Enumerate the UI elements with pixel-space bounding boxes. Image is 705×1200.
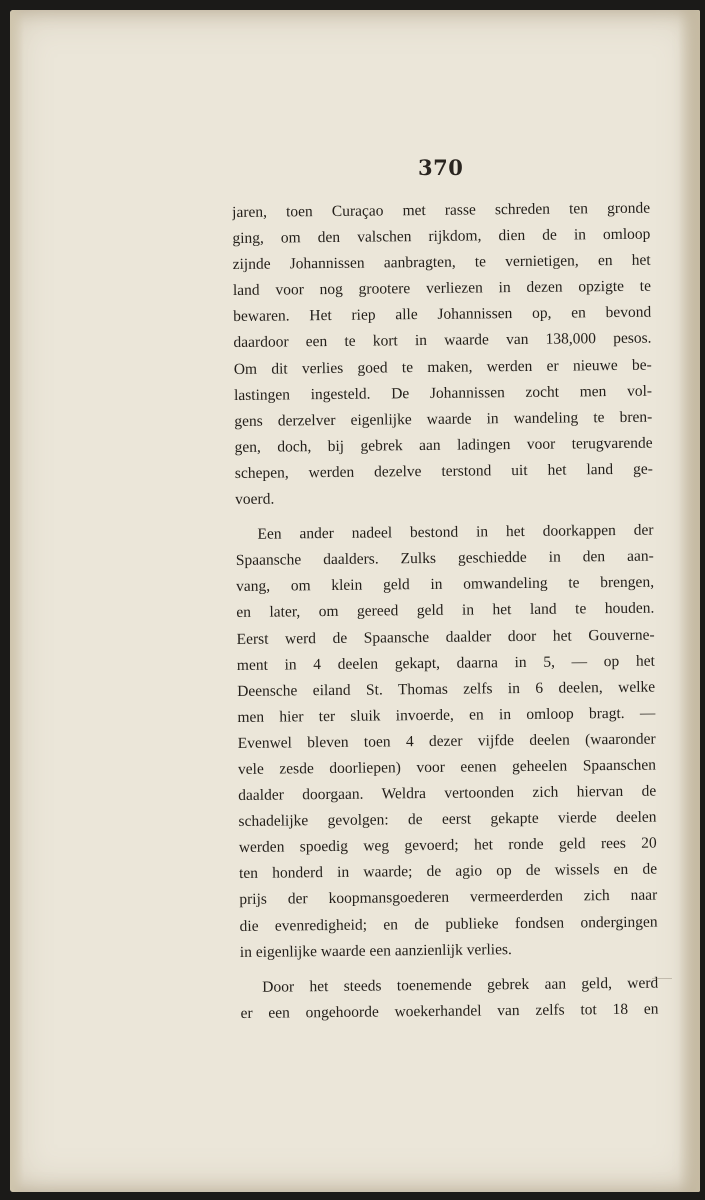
text-line: Door het steeds toenemende gebrek aan geld, werd [262, 974, 659, 996]
text-line: daalder doorgaan. Weldra vertoonden zich hiervan de [238, 782, 657, 805]
text-line: die evenredigheid; en de publieke fondsen ondergingen [239, 913, 658, 935]
text-line: ment in 4 deelen gekapt, daarna in 5, — op het [236, 652, 655, 674]
text-line: gen, doch, bij gebrek aan ladingen voor terugvarende [234, 434, 653, 456]
text-line: prijs der koopmansgoederen vermeerderden zich naar [239, 887, 658, 909]
text-line: zijnde Johannissen aanbragten, te vernietigen, en het [232, 251, 651, 274]
text-line: schepen, werden dezelve terstond uit het land ge- [234, 460, 653, 482]
text-line: Een ander nadeel bestond in het doorkappen der [257, 521, 654, 543]
body-text [232, 196, 659, 1027]
text-line: Eerst werd de Spaansche daalder door het Gouverne- [236, 626, 655, 648]
text-line: Om dit verlies goed te maken, werden er nieuwe be- [233, 356, 652, 378]
text-line: bewaren. Het riep alle Johannissen op, en bevond [233, 303, 652, 326]
page-number: 370 [418, 155, 464, 180]
paragraph-1 [232, 196, 653, 513]
text-line: Evenwel bleven toen 4 dezer vijfde deelen (waaronder [237, 730, 656, 752]
text-line: vele zesde doorliepen) voor eenen geheelen Spaanschen [237, 756, 657, 778]
text-line: daardoor een te kort in waarde van 138,000 pesos. [233, 330, 652, 352]
text-line: Deensche eiland St. Thomas zelfs in 6 deelen, welke [237, 678, 656, 700]
text-line: er een ongehoorde woekerhandel van zelfs tot 18 en [240, 1000, 659, 1022]
text-line: ging, om den valschen rijkdom, dien de in omloop [232, 225, 651, 248]
text-line: voerd. [235, 490, 275, 509]
text-line: Spaansche daalders. Zulks geschiedde in den aan- [235, 547, 654, 570]
paper-sheet [10, 10, 700, 1192]
text-line: werden spoedig weg gevoerd; het ronde geld rees 20 [238, 834, 657, 857]
paper-edge-mark [652, 968, 672, 979]
text-line: ten honderd in waarde; de agio op de wissels en de [238, 860, 658, 883]
paragraph-3 [240, 970, 659, 1027]
text-line: in eigenlijke waarde een aanzienlijk verlies. [239, 940, 512, 961]
text-line: men hier ter sluik invoerde, en in omloop bragt. — [237, 704, 656, 726]
text-line: en later, om gereed geld in het land te houden. [236, 600, 655, 622]
text-line: schadelijke gevolgen: de eerst gekapte vierde deelen [238, 808, 657, 831]
paragraph-2 [235, 518, 658, 966]
text-line: land voor nog grootere verliezen in dezen opzigte te [232, 277, 652, 300]
text-line: vang, om klein geld in omwandeling te brengen, [235, 573, 655, 596]
text-line: gens derzelver eigenlijke waarde in wandeling te bren- [234, 408, 653, 430]
text-line: lastingen ingesteld. De Johannissen zocht men vol- [233, 382, 653, 404]
text-line: jaren, toen Curaçao met rasse schreden ten gronde [232, 199, 651, 221]
